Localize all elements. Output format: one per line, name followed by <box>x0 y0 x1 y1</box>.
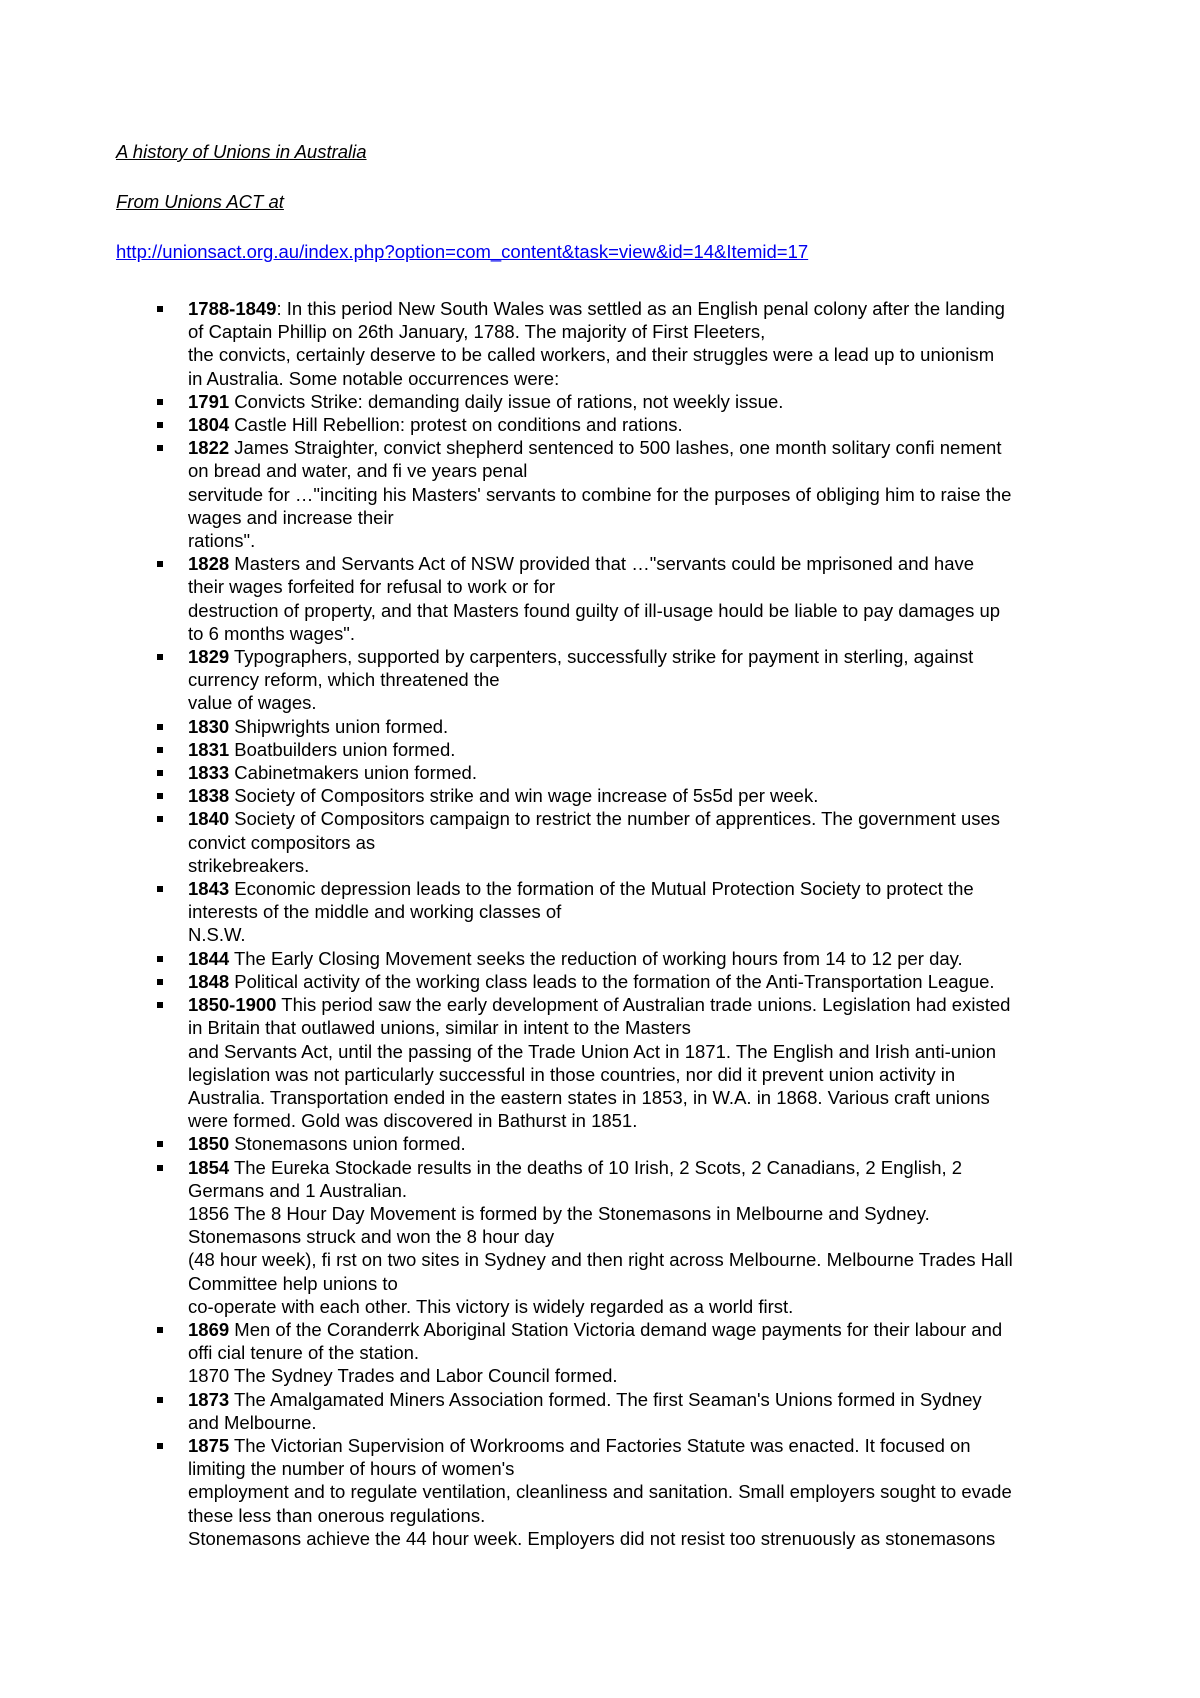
item-text: Men of the Coranderrk Aboriginal Station Victoria demand wage payments for their labour and <box>229 1318 1003 1340</box>
item-continuation-line: and Melbourne. <box>188 1411 317 1433</box>
item-continuation-line: currency reform, which threatened the <box>188 669 500 691</box>
source-line: From Unions ACT at <box>116 191 284 212</box>
item-first-line <box>188 1156 1108 1179</box>
item-continuation-line: value of wages. <box>188 692 317 714</box>
item-first-line <box>188 877 1108 900</box>
item-continuation-line: in Britain that outlawed unions, similar in intent to the Masters <box>188 1017 691 1039</box>
timeline-item <box>188 761 1108 784</box>
item-first-line <box>188 947 1108 970</box>
timeline-item <box>188 413 1108 436</box>
square-bullet-icon <box>157 654 163 660</box>
item-continuation-line: Stonemasons struck and won the 8 hour day <box>188 1226 555 1248</box>
item-continuation-line: the convicts, certainly deserve to be called workers, and their struggles were a lead up to unionism <box>188 344 995 366</box>
document-title: A history of Unions in Australia <box>116 141 367 162</box>
item-year: 1840 <box>188 808 230 830</box>
item-continuation-line: limiting the number of hours of women's <box>188 1458 515 1480</box>
timeline-item <box>188 645 1108 715</box>
item-year: 1822 <box>188 437 230 459</box>
square-bullet-icon <box>157 399 163 405</box>
square-bullet-icon <box>157 1165 163 1171</box>
item-year: 1873 <box>188 1388 230 1410</box>
item-continuation-line: and Servants Act, until the passing of the Trade Union Act in 1871. The English and Irish anti-union <box>188 1040 997 1062</box>
item-year: 1831 <box>188 738 230 760</box>
item-continuation-line: destruction of property, and that Masters found guilty of ill-usage hould be liable to pay damages up <box>188 599 1001 621</box>
timeline-item <box>188 390 1108 413</box>
item-continuation-line: 1856 The 8 Hour Day Movement is formed by the Stonemasons in Melbourne and Sydney. <box>188 1202 930 1224</box>
item-year: 1828 <box>188 553 230 575</box>
item-first-line <box>188 1318 1108 1341</box>
square-bullet-icon <box>157 793 163 799</box>
item-first-line <box>188 1132 1108 1155</box>
item-continuation-line: their wages forfeited for refusal to work or for <box>188 576 556 598</box>
item-text: The Amalgamated Miners Association formed. The first Seaman's Unions formed in Sydney <box>229 1388 982 1410</box>
item-continuation-line: of Captain Phillip on 26th January, 1788. The majority of First Fleeters, <box>188 321 766 343</box>
item-continuation-line: rations". <box>188 530 256 552</box>
timeline-item <box>188 970 1108 993</box>
item-text: The Early Closing Movement seeks the reduction of working hours from 14 to 12 per day. <box>229 947 963 969</box>
square-bullet-icon <box>157 1002 163 1008</box>
item-year: 1788-1849 <box>188 298 277 319</box>
item-text: Political activity of the working class leads to the formation of the Anti-Transportation League. <box>229 970 995 992</box>
item-continuation-line: servitude for …"inciting his Masters' servants to combine for the purposes of obliging him to raise the <box>188 483 1012 505</box>
item-continuation-line: in Australia. Some notable occurrences were: <box>188 367 560 389</box>
item-text: Cabinetmakers union formed. <box>229 762 477 784</box>
item-continuation-line: (48 hour week), fi rst on two sites in Sydney and then right across Melbourne. Melbourne Trades Hall <box>188 1249 1013 1271</box>
timeline-item <box>188 784 1108 807</box>
square-bullet-icon <box>157 979 163 985</box>
item-year: 1848 <box>188 970 230 992</box>
square-bullet-icon <box>157 306 163 312</box>
item-text: Shipwrights union formed. <box>229 715 449 737</box>
square-bullet-icon <box>157 445 163 451</box>
item-year: 1830 <box>188 715 230 737</box>
square-bullet-icon <box>157 1327 163 1333</box>
item-continuation-line: wages and increase their <box>188 506 394 528</box>
item-text: Typographers, supported by carpenters, successfully strike for payment in sterling, against <box>229 646 974 668</box>
timeline-item <box>188 436 1108 552</box>
item-text: The Victorian Supervision of Workrooms and Factories Statute was enacted. It focused on <box>229 1434 971 1456</box>
item-year: 1850 <box>188 1133 230 1155</box>
square-bullet-icon <box>157 561 163 567</box>
square-bullet-icon <box>157 1443 163 1449</box>
item-continuation-line: N.S.W. <box>188 924 246 946</box>
timeline-item <box>188 1132 1108 1155</box>
timeline-list <box>188 297 1108 1550</box>
item-first-line <box>188 761 1108 784</box>
item-first-line <box>188 1434 1108 1457</box>
item-continuation-line: 1870 The Sydney Trades and Labor Council formed. <box>188 1365 618 1387</box>
item-year: 1829 <box>188 646 230 668</box>
item-year: 1838 <box>188 785 230 807</box>
item-text: Society of Compositors strike and win wage increase of 5s5d per week. <box>229 785 819 807</box>
item-continuation-line: on bread and water, and fi ve years penal <box>188 460 528 482</box>
timeline-item <box>188 1318 1108 1388</box>
item-text: : In this period New South Wales was settled as an English penal colony after the landing <box>276 298 1005 319</box>
item-continuation-line: Stonemasons achieve the 44 hour week. Employers did not resist too strenuously as stonemasons <box>188 1527 996 1549</box>
item-text: This period saw the early development of Australian trade unions. Legislation had existed <box>276 994 1011 1016</box>
item-year: 1869 <box>188 1318 230 1340</box>
item-first-line <box>188 413 1108 436</box>
item-year: 1833 <box>188 762 230 784</box>
square-bullet-icon <box>157 770 163 776</box>
timeline-item <box>188 993 1108 1132</box>
timeline-item <box>188 877 1108 947</box>
item-text: Castle Hill Rebellion: protest on conditions and rations. <box>229 414 683 436</box>
item-first-line <box>188 1388 1108 1411</box>
item-continuation-line: Committee help unions to <box>188 1272 398 1294</box>
timeline-item <box>188 947 1108 970</box>
item-continuation-line: were formed. Gold was discovered in Bathurst in 1851. <box>188 1110 638 1132</box>
square-bullet-icon <box>157 816 163 822</box>
item-text: Economic depression leads to the formation of the Mutual Protection Society to protect the <box>229 878 974 900</box>
square-bullet-icon <box>157 1397 163 1403</box>
item-text: Society of Compositors campaign to restrict the number of apprentices. The government uses <box>229 808 1001 830</box>
square-bullet-icon <box>157 747 163 753</box>
timeline-item <box>188 715 1108 738</box>
item-continuation-line: Germans and 1 Australian. <box>188 1179 408 1201</box>
item-text: Convicts Strike: demanding daily issue of rations, not weekly issue. <box>229 390 784 412</box>
item-continuation-line: strikebreakers. <box>188 854 310 876</box>
item-first-line <box>188 784 1108 807</box>
item-continuation-line: Australia. Transportation ended in the eastern states in 1853, in W.A. in 1868. Various craft unions <box>188 1086 990 1108</box>
item-first-line <box>188 390 1108 413</box>
timeline-item <box>188 738 1108 761</box>
item-text: The Eureka Stockade results in the deaths of 10 Irish, 2 Scots, 2 Canadians, 2 English, 2 <box>229 1156 963 1178</box>
item-year: 1854 <box>188 1156 230 1178</box>
item-first-line <box>188 715 1108 738</box>
item-text: Stonemasons union formed. <box>229 1133 466 1155</box>
timeline-item <box>188 552 1108 645</box>
item-continuation-line: convict compositors as <box>188 831 376 853</box>
item-continuation-line: employment and to regulate ventilation, cleanliness and sanitation. Small employers sought to evade <box>188 1481 1012 1503</box>
item-year: 1850-1900 <box>188 994 277 1016</box>
item-text: Masters and Servants Act of NSW provided that …"servants could be mprisoned and have <box>229 553 975 575</box>
timeline-item <box>188 297 1108 390</box>
item-continuation-line: to 6 months wages". <box>188 622 355 644</box>
timeline-item <box>188 807 1108 877</box>
square-bullet-icon <box>157 422 163 428</box>
item-continuation-line: offi cial tenure of the station. <box>188 1342 420 1364</box>
item-first-line <box>188 552 1108 575</box>
item-year: 1843 <box>188 878 230 900</box>
timeline-item <box>188 1434 1108 1550</box>
item-continuation-line: legislation was not particularly successful in those countries, nor did it prevent union activity in <box>188 1063 956 1085</box>
item-first-line <box>188 645 1108 668</box>
square-bullet-icon <box>157 724 163 730</box>
item-year: 1791 <box>188 390 230 412</box>
square-bullet-icon <box>157 956 163 962</box>
item-first-line <box>188 297 1108 320</box>
item-year: 1875 <box>188 1434 230 1456</box>
item-year: 1804 <box>188 414 230 436</box>
timeline-item <box>188 1388 1108 1434</box>
item-first-line <box>188 436 1108 459</box>
item-text: James Straighter, convict shepherd sentenced to 500 lashes, one month solitary confi nement <box>229 437 1002 459</box>
timeline-item <box>188 1156 1108 1318</box>
item-first-line <box>188 970 1108 993</box>
item-continuation-line: co-operate with each other. This victory is widely regarded as a world first. <box>188 1295 794 1317</box>
item-year: 1844 <box>188 947 230 969</box>
document-page <box>116 140 1096 1549</box>
item-first-line <box>188 807 1108 830</box>
item-continuation-line: interests of the middle and working classes of <box>188 901 562 923</box>
item-continuation-line: these less than onerous regulations. <box>188 1504 486 1526</box>
square-bullet-icon <box>157 886 163 892</box>
item-first-line <box>188 993 1108 1016</box>
item-first-line <box>188 738 1108 761</box>
source-link[interactable]: http://unionsact.org.au/index.php?option=com_content&task=view&id=14&Itemid=17 <box>116 241 809 262</box>
square-bullet-icon <box>157 1141 163 1147</box>
item-text: Boatbuilders union formed. <box>229 738 456 760</box>
